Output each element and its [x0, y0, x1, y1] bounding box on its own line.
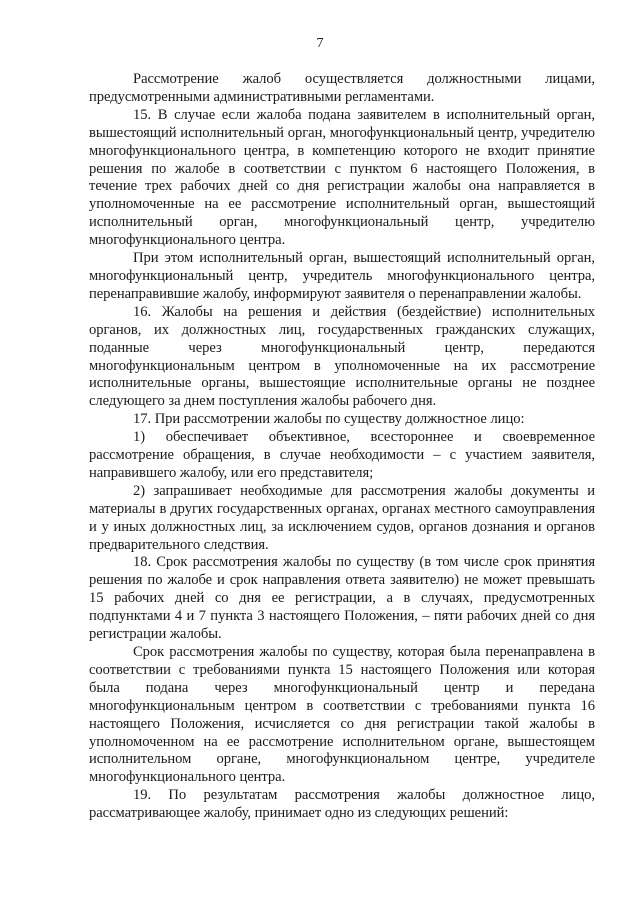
paragraph-18-term-redirected: Срок рассмотрения жалобы по существу, которая была перенаправлена в соответствии с требованиями пункта 15 настоящего Положения или которая была подана через многофункциональный центр и передана многофункциональным центром в соответствии с требованиями пункта 16 настоящего Положения, исчисляется со дня регистрации такой жалобы в уполномоченном на ее рассмотрение исполнительном органе, вышестоящем исполнительном органе, многофункциональном центре, учредителе многофункционального центра. — [89, 644, 595, 786]
paragraph-review-by-officials: Рассмотрение жалоб осуществляется должностными лицами, предусмотренными административными регламентами. — [89, 71, 595, 105]
paragraph-15-redirect: 15. В случае если жалоба подана заявителем в исполнительный орган, вышестоящий исполнительный орган, многофункциональный центр, учредителю многофункционального центра, в компетенцию которого не входит принятие решения по жалобе в соответствии с пунктом 6 настоящего Положения, в течение трех рабочих дней со дня регистрации жалобы она направляется в уполномоченные на ее рассмотрение исполнительный орган, вышестоящий исполнительный орган, многофункциональный центр, учредителю многофункционального центра. — [89, 106, 595, 249]
paragraph-19-decisions: 19. По результатам рассмотрения жалобы должностное лицо, рассматривающее жалобу, принимает одно из следующих решений: — [89, 787, 595, 822]
paragraph-17-item-1: 1) обеспечивает объективное, всестороннее и своевременное рассмотрение обращения, в случае необходимости – с участием заявителя, направившего жалобу, или его представителя; — [89, 429, 595, 481]
paragraph-17-official-duties: 17. При рассмотрении жалобы по существу должностное лицо: — [133, 411, 525, 428]
paragraph-17-item-2: 2) запрашивает необходимые для рассмотрения жалобы документы и материалы в других государственных органах, органах местного самоуправления и у иных должностных лиц, за исключением судов, органов дознания и органов предварительного следствия. — [89, 482, 595, 553]
document-body — [89, 71, 595, 823]
page-number: 7 — [316, 36, 324, 51]
paragraph-15-inform: При этом исполнительный орган, вышестоящий исполнительный орган, многофункциональный центр, учредитель многофункционального центра, перенаправившие жалобу, информируют заявителя о перенаправлении жалобы. — [89, 250, 595, 302]
paragraph-16-transfer: 16. Жалобы на решения и действия (бездействие) исполнительных органов, их должностных лиц, государственных гражданских служащих, поданные через многофункциональный центр, передаются многофункциональным центром в уполномоченные на их рассмотрение исполнительные органы, вышестоящие исполнительные органы не позднее следующего за днем поступления жалобы рабочего дня. — [89, 303, 595, 410]
paragraph-18-term: 18. Срок рассмотрения жалобы по существу (в том числе срок принятия решения по жалобе и срок направления ответа заявителю) не может превышать 15 рабочих дней со дня ее регистрации, а в случаях, предусмотренных подпунктами 4 и 7 пункта 3 настоящего Положения, – пяти рабочих дней со дня регистрации жалобы. — [89, 554, 595, 643]
